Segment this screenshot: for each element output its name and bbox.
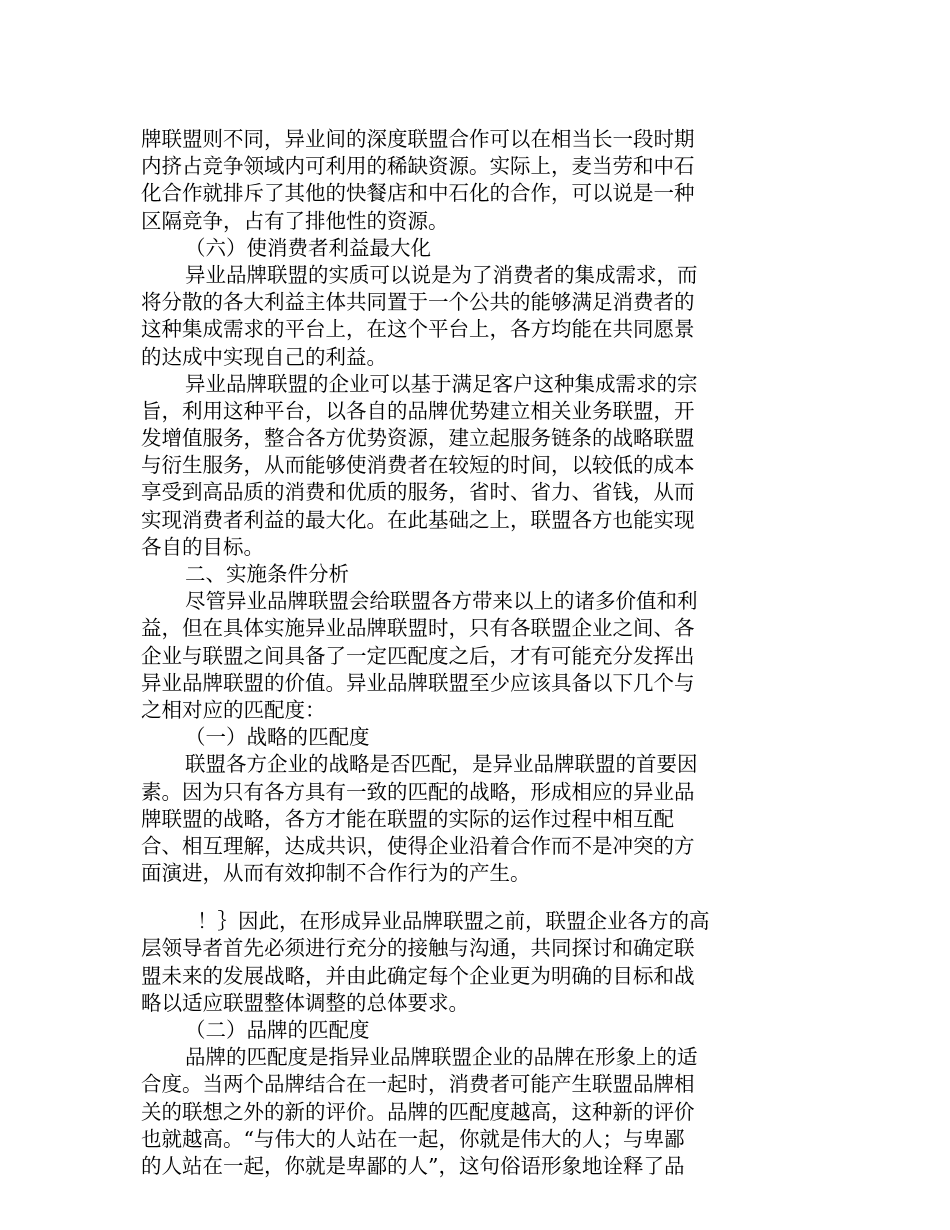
text-line: 旨，利用这种平台，以各自的品牌优势建立相关业务联盟，开 [141,398,695,423]
section-heading: 二、实施条件分析 [185,562,349,586]
text-line: 各自的目标。 [141,534,264,559]
text-line: 牌联盟则不同，异业间的深度联盟合作可以在相当长一段时期 [141,127,695,151]
text-line: ！｝因此，在形成异业品牌联盟之前，联盟企业各方的高 [197,909,710,934]
text-line: 的人站在一起，你就是卑鄙的人”，这句俗语形象地诠释了品 [141,1153,685,1178]
text-line: 盟未来的发展战略，并由此确定每个企业更为明确的目标和战 [141,963,695,988]
text-line: 益，但在具体实施异业品牌联盟时，只有各联盟企业之间、各 [141,616,695,641]
text-line: 异业品牌联盟的实质可以说是为了消费者的集成需求，而 [185,262,698,287]
text-line: 区隔竞争，占有了排他性的资源。 [141,208,449,233]
text-line: 这种集成需求的平台上，在这个平台上，各方均能在共同愿景 [141,317,695,342]
text-line: 内挤占竞争领域内可利用的稀缺资源。实际上，麦当劳和中石 [141,154,695,179]
text-line: 也就越高。“与伟大的人站在一起，你就是伟大的人；与卑鄙 [141,1126,685,1151]
body-text [141,126,741,1180]
text-line: 关的联想之外的新的评价。品牌的匹配度越高，这种新的评价 [141,1099,695,1124]
text-line: 品牌的匹配度是指异业品牌联盟企业的品牌在形象上的适 [185,1045,698,1070]
section-heading: （二）品牌的匹配度 [185,1018,370,1042]
text-line: 的达成中实现自己的利益。 [141,344,387,369]
text-line: 企业与联盟之间具备了一定匹配度之后，才有可能充分发挥出 [141,643,695,668]
text-line: 素。因为只有各方具有一致的匹配的战略，形成相应的异业品 [141,779,695,804]
text-line: 异业品牌联盟的企业可以基于满足客户这种集成需求的宗 [185,371,698,396]
text-line: 联盟各方企业的战略是否匹配，是异业品牌联盟的首要因 [185,752,698,777]
text-line: 层领导者首先必须进行充分的接触与沟通，共同探讨和确定联 [141,936,695,961]
section-heading: （六）使消费者利益最大化 [185,235,431,260]
text-line: 合、相互理解，达成共识，使得企业沿着合作而不是冲突的方 [141,833,695,858]
text-line: 面演进，从而有效抑制不合作行为的产生。 [141,861,531,886]
paragraph-gap [141,887,741,908]
text-line: 发增值服务，整合各方优势资源，建立起服务链条的战略联盟 [141,426,695,451]
text-line: 将分散的各大利益主体共同置于一个公共的能够满足消费者的 [141,290,695,315]
text-line: 享受到高品质的消费和优质的服务，省时、省力、省钱，从而 [141,480,695,505]
text-line: 化合作就排斥了其他的快餐店和中石化的合作，可以说是一种 [141,181,695,206]
text-line: 尽管异业品牌联盟会给联盟各方带来以上的诸多价值和利 [185,589,698,614]
text-line: 与衍生服务，从而能够使消费者在较短的时间，以较低的成本 [141,453,695,478]
text-line: 略以适应联盟整体调整的总体要求。 [141,990,469,1015]
text-line: 合度。当两个品牌结合在一起时，消费者可能产生联盟品牌相 [141,1072,695,1097]
section-heading: （一）战略的匹配度 [185,725,370,750]
text-line: 实现消费者利益的最大化。在此基础之上，联盟各方也能实现 [141,507,695,532]
text-line: 异业品牌联盟的价值。异业品牌联盟至少应该具备以下几个与 [141,670,695,695]
text-line: 牌联盟的战略，各方才能在联盟的实际的运作过程中相互配 [141,806,674,831]
text-line: 之相对应的匹配度： [141,697,326,722]
